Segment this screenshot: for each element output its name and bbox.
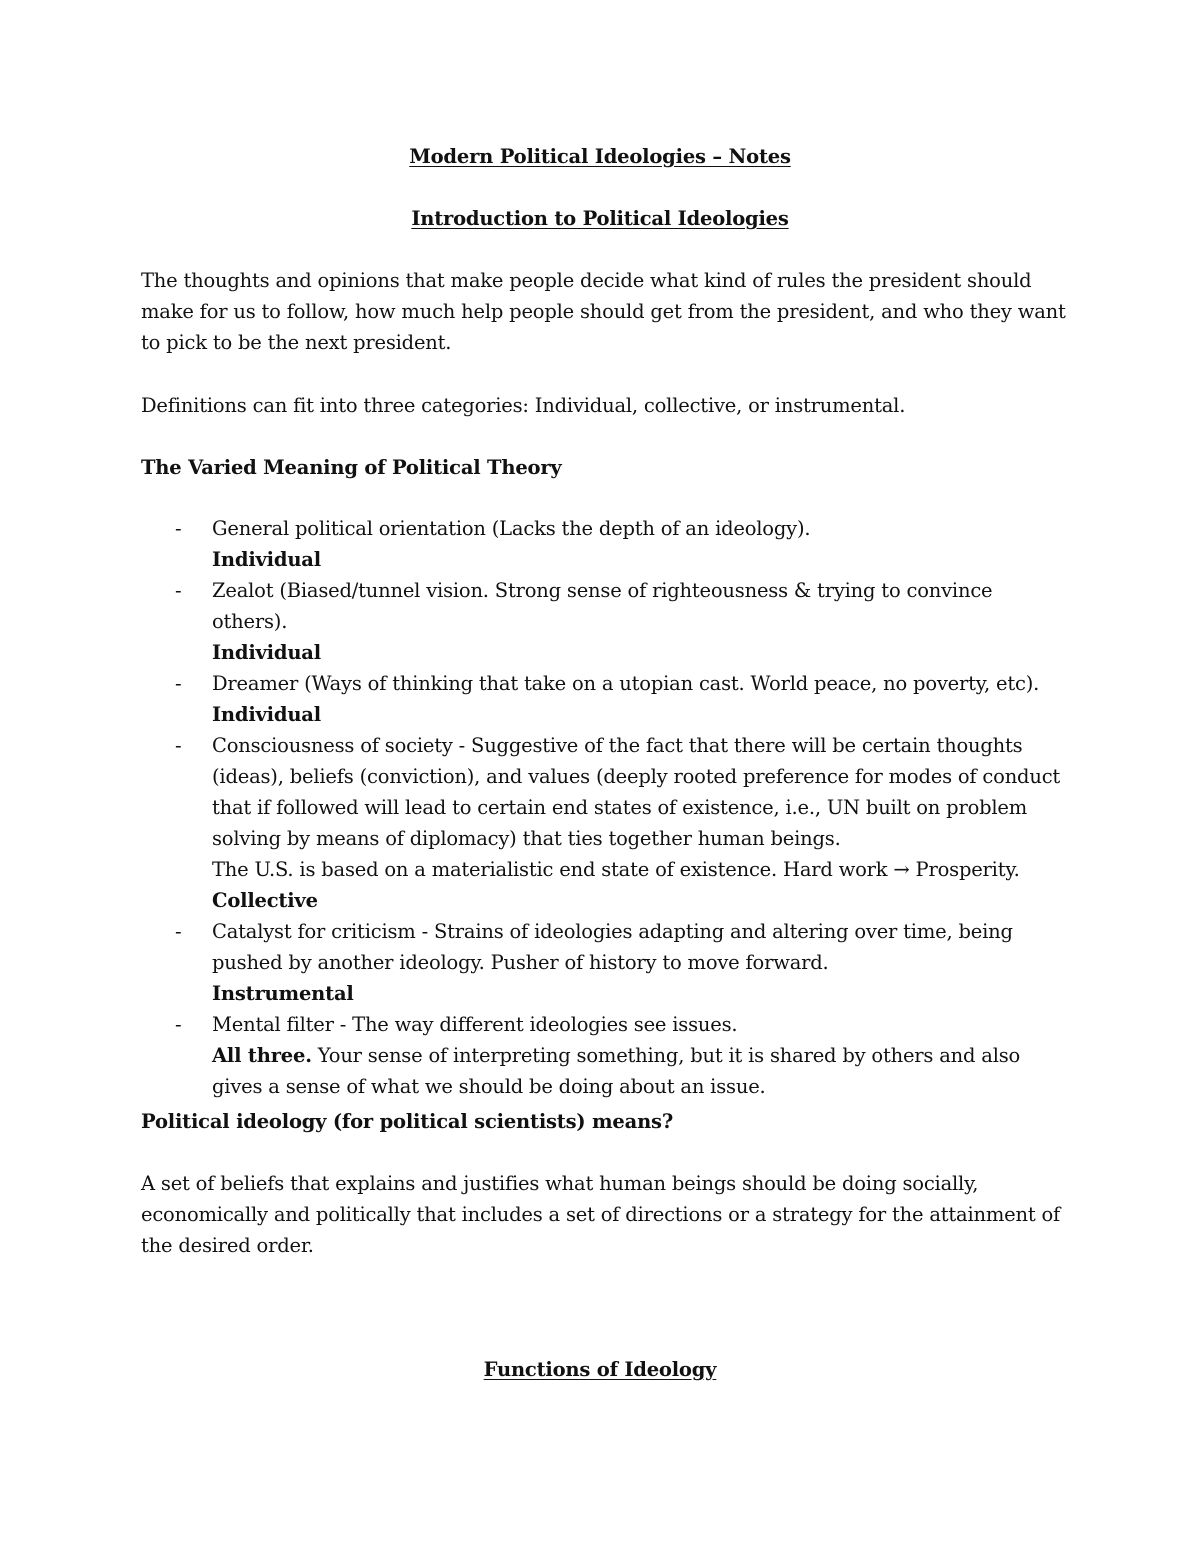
list-item [141, 916, 1071, 1009]
category-tag: Individual [212, 548, 321, 571]
category-tag: Instrumental [212, 982, 354, 1005]
category-explanation: Your sense of interpreting something, but it is shared by others and also gives a sense of what we should be doing about an issue. [212, 1044, 1021, 1098]
ideology-definition-paragraph: A set of beliefs that explains and justifies what human beings should be doing socially, economically and politically that includes a set of directions or a strategy for the attainment of the desired order. [141, 1172, 1061, 1257]
list-item [141, 513, 1071, 575]
section-heading-political-ideology: Political ideology (for political scientists) means? [141, 1110, 674, 1133]
meaning-list [141, 513, 1071, 1102]
section-title-introduction: Introduction to Political Ideologies [411, 207, 789, 230]
list-item [141, 1009, 1071, 1102]
dash-bullet: - [175, 517, 182, 540]
list-item-text: Mental filter - The way different ideologies see issues. [212, 1013, 738, 1036]
list-item [141, 575, 1071, 668]
dash-bullet: - [175, 920, 182, 943]
list-item-text: Zealot (Biased/tunnel vision. Strong sense of righteousness & trying to convince others). [212, 579, 993, 633]
category-tag: Collective [212, 889, 318, 912]
list-item-text: General political orientation (Lacks the depth of an ideology). [212, 517, 811, 540]
list-item [141, 668, 1071, 730]
intro-paragraph: The thoughts and opinions that make people decide what kind of rules the president should make for us to follow, how much help people should get from the president, and who they want to pick to be the next president. [141, 269, 1066, 354]
category-tag: Individual [212, 703, 321, 726]
definitions-paragraph: Definitions can fit into three categories: Individual, collective, or instrumental. [141, 394, 906, 417]
section-title-functions: Functions of Ideology [483, 1358, 717, 1381]
category-tag: Individual [212, 641, 321, 664]
dash-bullet: - [175, 734, 182, 757]
dash-bullet: - [175, 579, 182, 602]
list-item-extra-text: The U.S. is based on a materialistic end state of existence. Hard work → Prosperity. [212, 858, 1020, 881]
dash-bullet: - [175, 672, 182, 695]
list-item [141, 730, 1071, 916]
list-item-text: Catalyst for criticism - Strains of ideologies adapting and altering over time, being pushed by another ideology. Pusher of history to move forward. [212, 920, 1013, 974]
dash-bullet: - [175, 1013, 182, 1036]
list-item-text: Consciousness of society - Suggestive of the fact that there will be certain thoughts (ideas), beliefs (conviction), and values (deeply rooted preference for modes of conduct that if followed will lead to certain end states of existence, i.e., UN built on problem solving by means of diplomacy) that ties together human beings. [212, 734, 1061, 850]
list-item-tag-line [212, 1040, 1071, 1102]
section-heading-varied-meaning: The Varied Meaning of Political Theory [141, 456, 562, 479]
document-title: Modern Political Ideologies – Notes [409, 145, 791, 168]
category-tag: All three. [212, 1044, 312, 1067]
list-item-text: Dreamer (Ways of thinking that take on a utopian cast. World peace, no poverty, etc). [212, 672, 1040, 695]
